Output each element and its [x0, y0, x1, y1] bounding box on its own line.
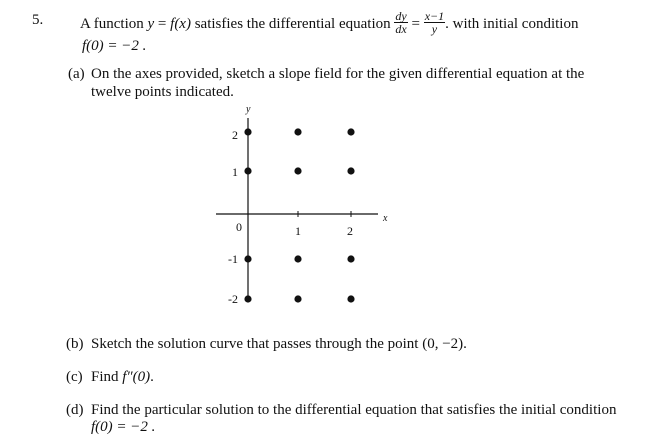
frac-dx: dx	[395, 22, 407, 36]
slope-point-0-1	[244, 167, 251, 174]
intro-f: f	[170, 15, 175, 32]
intro-y: y	[147, 15, 155, 32]
part-b-label: (b)	[66, 336, 84, 352]
frac-dy: dy	[395, 9, 407, 23]
part-d-label: (d)	[66, 402, 84, 418]
intro-satisfies: satisfies the differential equation	[190, 15, 391, 32]
part-b-text: Sketch the solution curve that passes through the point (0, −2).	[91, 336, 467, 352]
y-tick-label-neg1: -1	[228, 252, 238, 266]
axis-x-label: x	[383, 213, 388, 224]
part-d-line1: Find the particular solution to the differential equation that satisfies the initial condition	[91, 402, 617, 418]
axis-y-label: y	[246, 104, 251, 115]
slope-point-2--1	[347, 255, 354, 262]
intro-x-paren: (x)	[174, 15, 191, 32]
intro-a-function: A function	[80, 15, 144, 32]
initial-condition: f(0) = −2 .	[82, 38, 147, 54]
frac-x-minus-1: x−1	[424, 9, 445, 23]
problem-number: 5.	[32, 12, 44, 28]
part-c-post: .	[150, 369, 154, 385]
intro-with-ic: . with initial condition	[445, 15, 579, 32]
slope-point-2--2	[347, 295, 354, 302]
slope-point-2-1	[347, 167, 354, 174]
x-tick-label-2: 2	[347, 224, 353, 238]
part-c-text	[91, 369, 154, 386]
slope-point-2-2	[347, 128, 354, 135]
slope-point-0--2	[244, 295, 251, 302]
intro-eq1: =	[154, 15, 171, 32]
origin-label: 0	[236, 220, 242, 234]
slope-point-0--1	[244, 255, 251, 262]
x-tick-label-1: 1	[295, 224, 301, 238]
part-a-label: (a)	[68, 66, 85, 82]
part-a-line1: On the axes provided, sketch a slope field for the given differential equation at the	[91, 66, 585, 82]
slope-point-1--1	[294, 255, 301, 262]
frac-y: y	[431, 22, 438, 36]
slope-field-points	[244, 128, 354, 302]
slope-point-1-2	[294, 128, 301, 135]
part-c-label: (c)	[66, 369, 83, 385]
slope-point-1--2	[294, 295, 301, 302]
y-tick-label-neg2: -2	[228, 292, 238, 306]
intro-eq2: =	[407, 15, 424, 32]
slope-point-1-1	[294, 167, 301, 174]
y-tick-label-1: 1	[232, 165, 238, 179]
part-c-f-expr: f″(0)	[122, 369, 151, 385]
part-a-line2: twelve points indicated.	[91, 84, 234, 100]
slope-point-0-2	[244, 128, 251, 135]
part-d-line2: f(0) = −2 .	[91, 419, 156, 435]
part-c-pre: Find	[91, 369, 123, 385]
y-tick-label-2: 2	[232, 128, 238, 142]
